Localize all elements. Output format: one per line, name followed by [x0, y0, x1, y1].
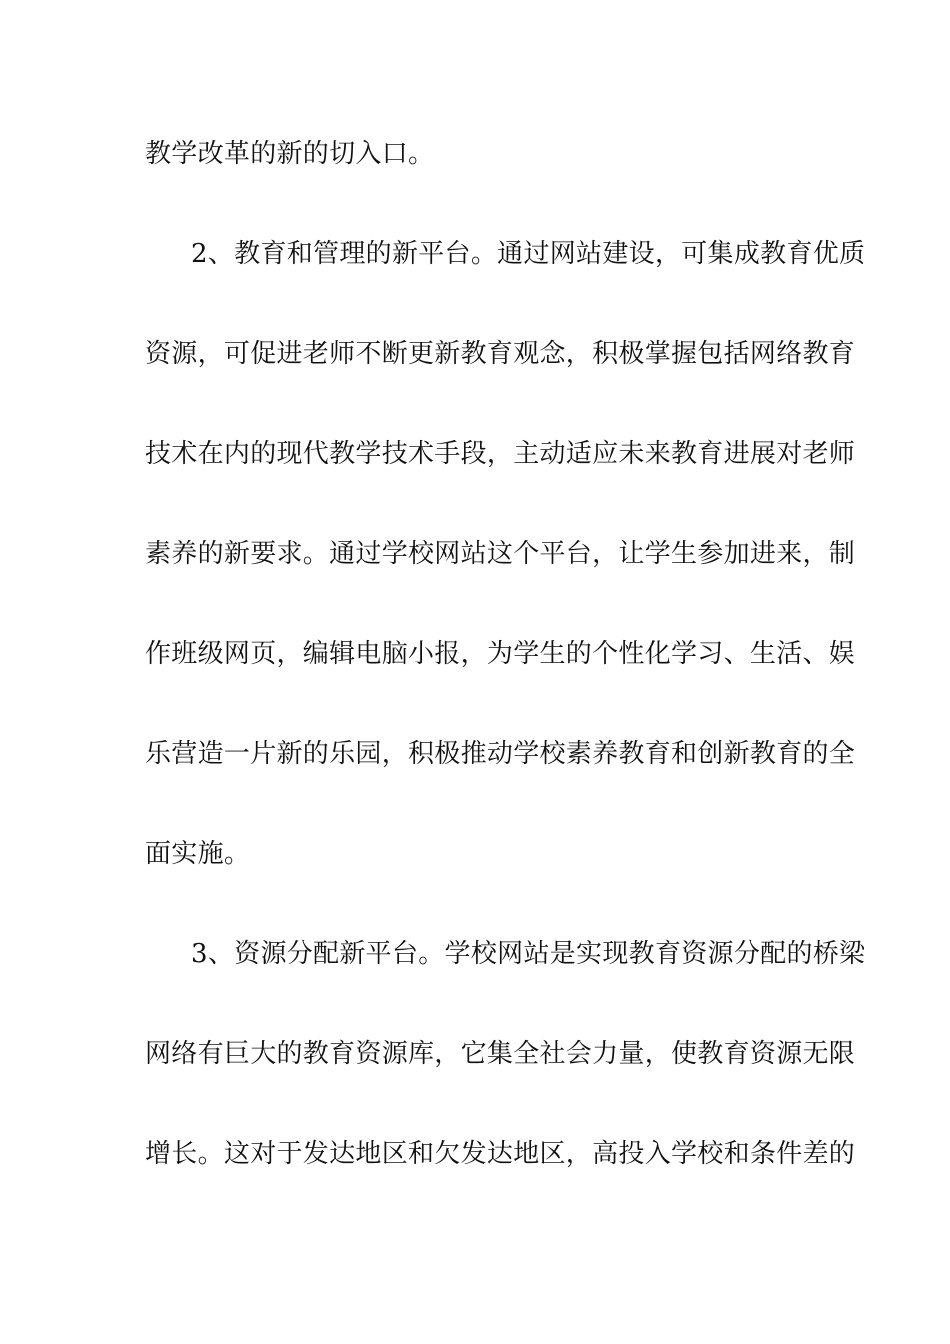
text-line-9: 3、资源分配新平台。学校网站是实现教育资源分配的桥梁: [191, 939, 866, 969]
text-line-11: 增长。这对于发达地区和欠发达地区，高投入学校和条件差的: [145, 1139, 856, 1169]
text-line-3: 资源，可促进老师不断更新教育观念，积极掌握包括网络教育: [145, 339, 856, 369]
text-line-7: 乐营造一片新的乐园，积极推动学校素养教育和创新教育的全: [145, 739, 856, 769]
text-line-2: 2、教育和管理的新平台。通过网站建设，可集成教育优质: [191, 239, 866, 269]
text-line-6: 作班级网页，编辑电脑小报，为学生的个性化学习、生活、娱: [145, 639, 856, 669]
text-line-10: 网络有巨大的教育资源库，它集全社会力量，使教育资源无限: [145, 1039, 856, 1069]
text-line-1: 教学改革的新的切入口。: [145, 139, 435, 169]
text-line-8: 面实施。: [145, 839, 251, 869]
text-line-4: 技术在内的现代教学技术手段，主动适应未来教育进展对老师: [145, 439, 856, 469]
text-line-5: 素养的新要求。通过学校网站这个平台，让学生参加进来，制: [145, 539, 856, 569]
